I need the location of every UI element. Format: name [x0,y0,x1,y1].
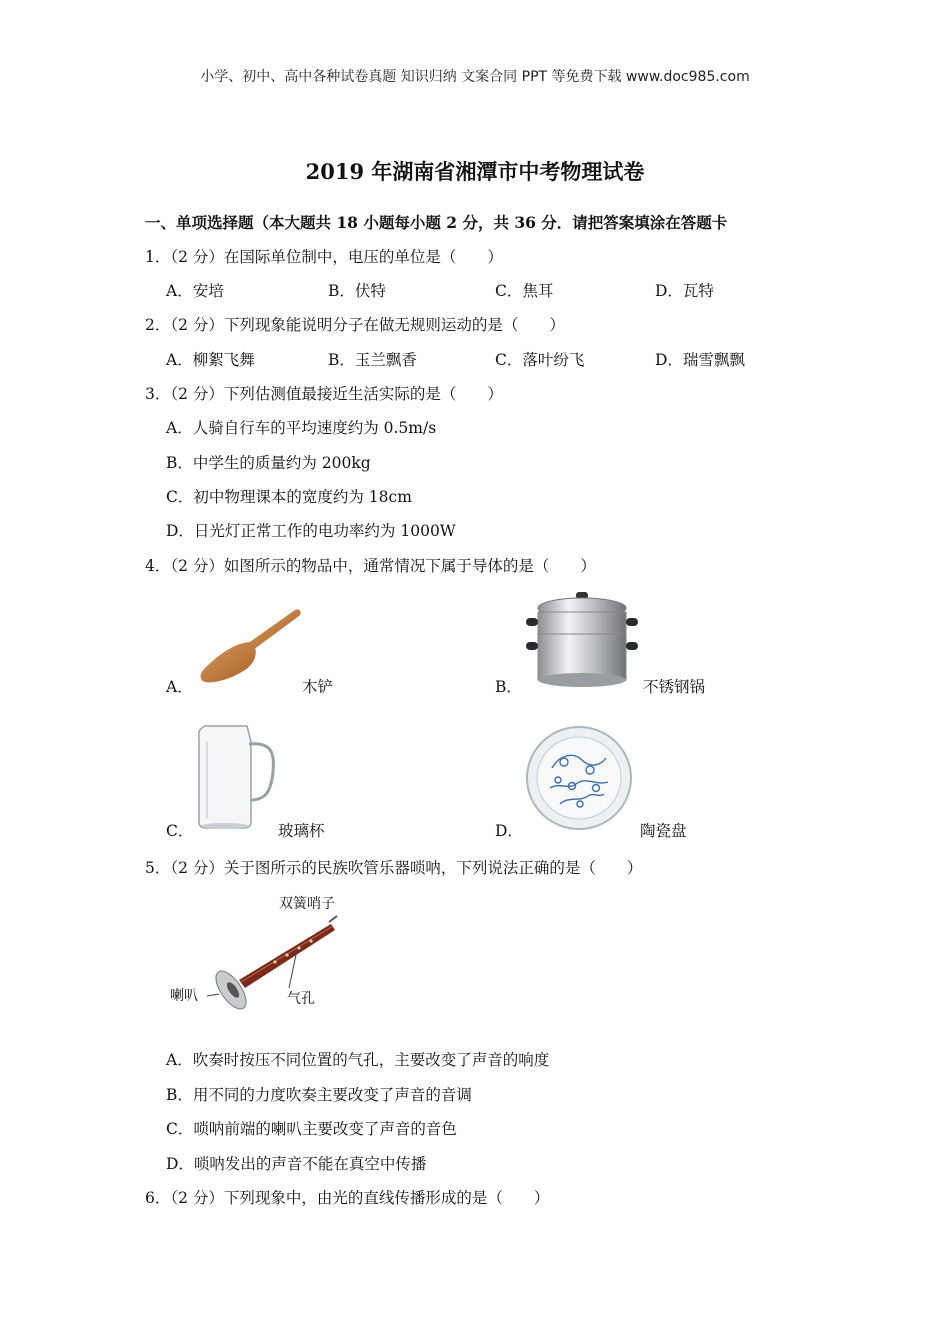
page-header: 小学、初中、高中各种试卷真题 知识归纳 文案合同 PPT 等免费下载 www.doc985.com [200,69,750,85]
q1-option-d: D．瓦特 [655,282,714,300]
wooden-spatula-image [195,604,305,686]
question-5: 5．（2 分）关于图所示的民族吹管乐器唢呐，下列说法正确的是（ ） [145,859,643,877]
suona-horn-label: 喇叭 [170,988,198,1004]
section-heading: 一、单项选择题（本大题共 18 小题每小题 2 分，共 36 分．请把答案填涂在答题卡 [145,213,728,232]
q3-option-a: A．人骑自行车的平均速度约为 0.5m/s [166,419,437,437]
suona-instrument-image [205,910,345,1020]
q5-option-c: C．唢呐前端的喇叭主要改变了声音的音色 [166,1120,457,1138]
q4-option-d-label: 陶瓷盘 [640,822,687,840]
question-6: 6．（2 分）下列现象中，由光的直线传播形成的是（ ） [145,1189,550,1207]
q4-option-c-letter: C． [166,822,194,840]
q5-option-d: D．唢呐发出的声音不能在真空中传播 [166,1155,427,1173]
question-3: 3．（2 分）下列估测值最接近生活实际的是（ ） [145,385,503,403]
q4-option-a-letter: A． [166,678,193,696]
glass-pitcher-image [193,722,277,832]
q4-option-b-label: 不锈钢锅 [643,678,706,696]
q2-option-b: B．玉兰飘香 [328,351,417,369]
question-1: 1．（2 分）在国际单位制中，电压的单位是（ ） [145,248,503,266]
q3-option-c: C．初中物理课本的宽度约为 18cm [166,488,412,506]
q4-option-d-letter: D． [495,822,523,840]
q1-option-a: A．安培 [166,282,224,300]
q3-option-b: B．中学生的质量约为 200kg [166,454,371,472]
q2-option-c: C．落叶纷飞 [495,351,585,369]
q5-option-a: A．吹奏时按压不同位置的气孔，主要改变了声音的响度 [166,1051,550,1069]
suona-hole-label: 气孔 [287,991,315,1007]
q2-option-a: A．柳絮飞舞 [166,351,255,369]
question-2: 2．（2 分）下列现象能说明分子在做无规则运动的是（ ） [145,316,565,334]
suona-reed-label: 双簧哨子 [279,896,335,912]
q2-option-d: D．瑞雪飘飘 [655,351,745,369]
q5-option-b: B．用不同的力度吹奏主要改变了声音的音调 [166,1086,472,1104]
q1-option-b: B．伏特 [328,282,386,300]
question-4: 4．（2 分）如图所示的物品中，通常情况下属于导体的是（ ） [145,557,596,575]
q4-option-c-label: 玻璃杯 [278,822,325,840]
q1-option-c: C．焦耳 [495,282,554,300]
q3-option-d: D．日光灯正常工作的电功率约为 1000W [166,522,456,540]
exam-title: 2019 年湖南省湘潭市中考物理试卷 [305,159,645,184]
ceramic-plate-image [524,724,634,832]
q4-option-b-letter: B． [495,678,522,696]
steel-pot-image [524,590,640,690]
q4-option-a-label: 木铲 [302,678,334,696]
